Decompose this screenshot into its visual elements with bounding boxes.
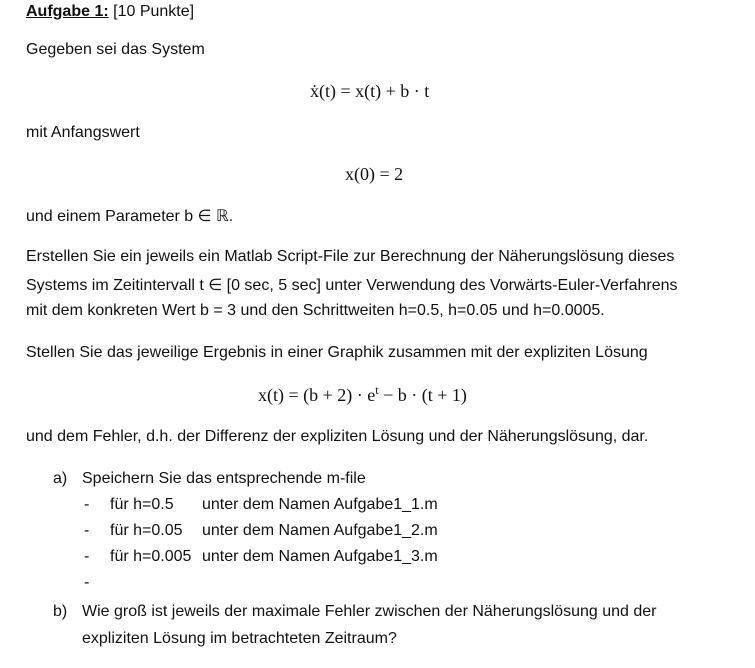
part-b-line-2: expliziten Lösung im betrachteten Zeitraum? (82, 630, 397, 647)
solution-equation (258, 385, 467, 406)
list-item-h: für h=0.05 (110, 522, 183, 539)
list-bullet: - (84, 496, 90, 513)
list-item-filename: unter dem Namen Aufgabe1_3.m (202, 548, 438, 565)
task-line-3: mit dem konkreten Wert b = 3 und den Schrittweiten h=0.5, h=0.05 und h=0.0005. (26, 302, 605, 319)
task-points: [10 Punkte] (113, 3, 195, 20)
part-b-line-1: Wie groß ist jeweils der maximale Fehler zwischen der Näherungslösung und der (82, 603, 657, 620)
task-line-1: Erstellen Sie ein jeweils ein Matlab Script-File zur Berechnung der Näherungslösung dieses (26, 248, 675, 265)
system-equation-lhs: ẋ(t) (310, 81, 336, 101)
list-item-filename: unter dem Namen Aufgabe1_1.m (202, 496, 438, 513)
list-item-h: für h=0.005 (110, 548, 192, 565)
initial-value-equation: x(0) = 2 (345, 164, 404, 184)
task-heading-label: Aufgabe 1: (26, 3, 109, 20)
system-equation (310, 81, 429, 102)
intro-text: Gegeben sei das System (26, 41, 205, 58)
parameter-text: und einem Parameter b ∈ ℝ. (26, 208, 234, 225)
solution-equation-main: x(t) = (b + 2) · e (258, 385, 376, 405)
solution-equation-exponent: t (375, 383, 379, 397)
initial-value-label: mit Anfangswert (26, 124, 140, 141)
solution-equation-tail: − b · (t + 1) (378, 385, 467, 405)
system-equation-rhs: = x(t) + b · t (340, 81, 430, 101)
list-bullet: - (84, 548, 90, 565)
part-b-marker: b) (53, 603, 68, 620)
part-a-marker: a) (53, 470, 68, 487)
task-heading (26, 3, 194, 21)
error-text: und dem Fehler, d.h. der Differenz der expliziten Lösung und der Näherungslösung, dar. (26, 428, 649, 445)
list-bullet-empty: - (84, 574, 90, 591)
list-bullet: - (84, 522, 90, 539)
part-a-text: Speichern Sie das entsprechende m-file (82, 470, 366, 487)
task-line-2: Systems im Zeitintervall t ∈ [0 sec, 5 sec] unter Verwendung des Vorwärts-Euler-Verfahrens (26, 277, 678, 294)
list-item-h: für h=0.5 (110, 496, 174, 513)
plot-text: Stellen Sie das jeweilige Ergebnis in einer Graphik zusammen mit der expliziten Lösung (26, 344, 648, 361)
list-item-filename: unter dem Namen Aufgabe1_2.m (202, 522, 438, 539)
